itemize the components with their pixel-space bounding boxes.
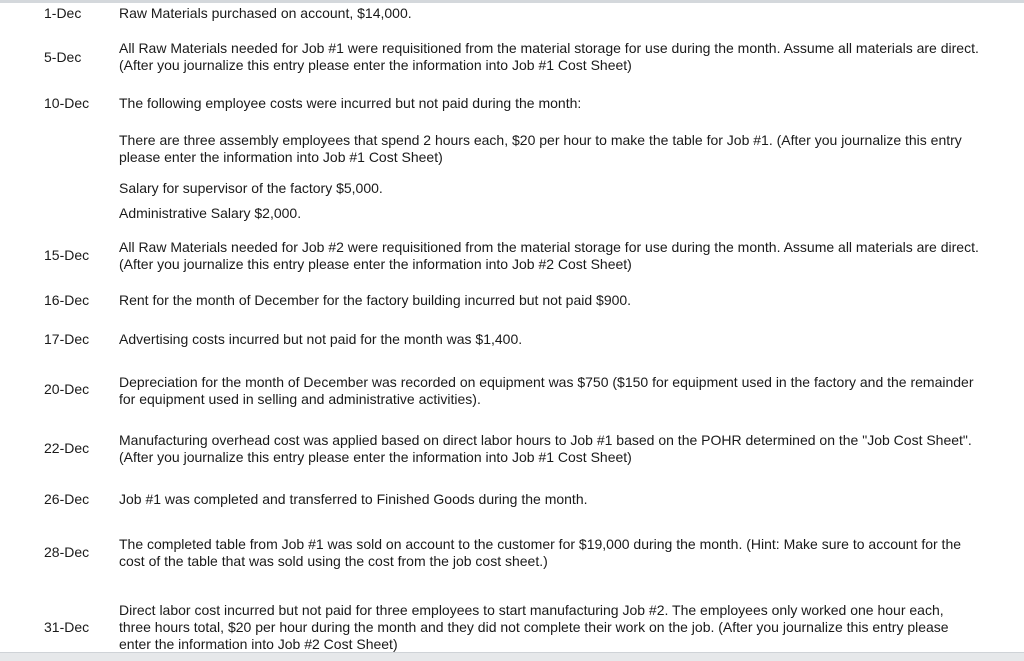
entry-text: The completed table from Job #1 was sold on account to the customer for $19,000 during the month. (Hint: Make sure to account for the cost of the table that was sold using the cost from the job cost sheet.): [119, 536, 962, 569]
entry-text: Raw Materials purchased on account, $14,000.: [119, 5, 412, 21]
entry-text: Rent for the month of December for the factory building incurred but not paid $900.: [119, 292, 632, 308]
entry-text: Manufacturing overhead cost was applied based on direct labor hours to Job #1 based on the POHR determined on the "Job Cost Sheet". (After you journalize this entry please enter the information into Job #1 Cost Sheet): [119, 432, 972, 465]
entry-date: 20-Dec: [44, 381, 90, 397]
entry-date: 16-Dec: [44, 292, 90, 308]
entry-date: 17-Dec: [44, 331, 90, 347]
entry-text: All Raw Materials needed for Job #2 were requisitioned from the material storage for use during the month. Assume all materials are direct. (After you journalize this entry please enter the information into Job #2 Cost Sheet): [119, 239, 979, 272]
entry-date: 22-Dec: [44, 440, 90, 456]
entry-date: 15-Dec: [44, 247, 90, 263]
entry-text: Administrative Salary $2,000.: [119, 205, 302, 221]
entry-text: The following employee costs were incurred but not paid during the month:: [119, 95, 582, 111]
entry-text: All Raw Materials needed for Job #1 were requisitioned from the material storage for use during the month. Assume all materials are direct. (After you journalize this entry please enter the information into Job #1 Cost Sheet): [119, 40, 979, 73]
entry-text: Direct labor cost incurred but not paid for three employees to start manufacturing Job #2. The employees only worked one hour each, three hours total, $20 per hour during the month and they did not complete their work on the job. (After you journalize this entry please enter the information into Job #2 Cost Sheet): [119, 602, 949, 652]
entry-date: 31-Dec: [44, 619, 90, 635]
entry-text: Advertising costs incurred but not paid for the month was $1,400.: [119, 331, 523, 347]
entry-date: 5-Dec: [44, 49, 82, 65]
horizontal-scrollbar[interactable]: [0, 652, 1024, 661]
entry-text: Salary for supervisor of the factory $5,000.: [119, 180, 383, 196]
top-divider: [0, 0, 1024, 3]
entry-date: 28-Dec: [44, 544, 90, 560]
entry-text: There are three assembly employees that spend 2 hours each, $20 per hour to make the table for Job #1. (After you journalize this entry please enter the information into Job #1 Cost Sheet): [119, 132, 962, 165]
entry-date: 26-Dec: [44, 491, 90, 507]
entry-date: 1-Dec: [44, 5, 82, 21]
entry-date: 10-Dec: [44, 95, 90, 111]
entry-text: Job #1 was completed and transferred to Finished Goods during the month.: [119, 491, 588, 507]
entry-text: Depreciation for the month of December was recorded on equipment was $750 ($150 for equipment used in the factory and the remainder for equipment used in selling and administrative activities).: [119, 374, 974, 407]
